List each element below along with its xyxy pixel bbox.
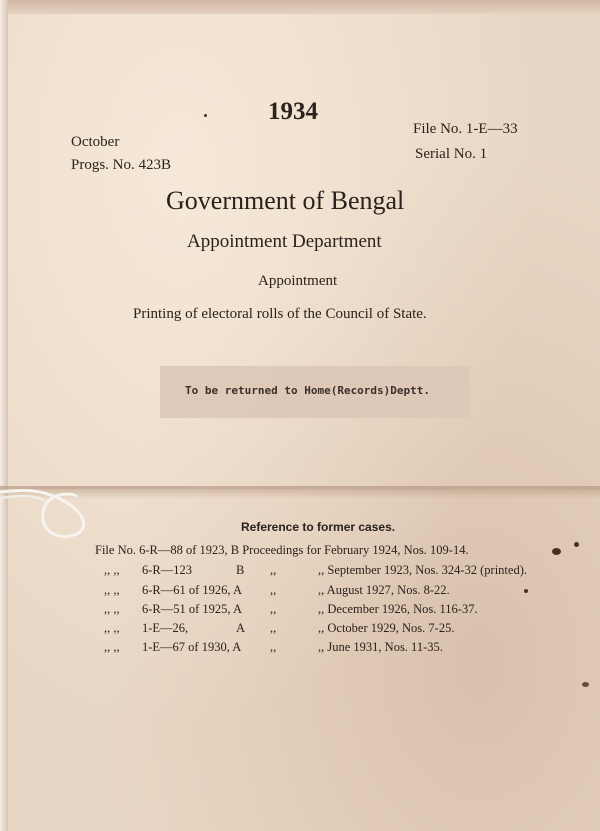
ditto-mark: ,, (270, 602, 277, 616)
file-reference: 6-R—51 of 1925, A (142, 602, 242, 616)
references-heading: Reference to former cases. (241, 520, 396, 534)
series-letter: A (236, 621, 246, 635)
series-letter: B (236, 563, 245, 577)
binding-string-icon (0, 470, 100, 550)
department-title: Appointment Department (187, 231, 382, 252)
file-reference: 1-E—26, (142, 621, 189, 635)
proceedings-reference: ,, June 1931, Nos. 11-35. (318, 640, 443, 654)
ditto-mark: ,, (270, 621, 277, 635)
progs-number: Progs. No. 423B (71, 157, 172, 173)
ditto-prefix: ,, ,, (104, 583, 120, 597)
year: 1934 (268, 98, 318, 125)
ditto-mark: ,, (270, 640, 277, 654)
reference-row (0, 563, 600, 581)
ink-blot-icon (524, 589, 528, 593)
ditto-prefix: ,, ,, (104, 621, 120, 635)
file-reference: 1-E—67 of 1930, A (142, 640, 242, 654)
reference-row (0, 583, 600, 601)
ink-blot-icon (574, 542, 579, 547)
government-title: Government of Bengal (166, 186, 405, 215)
subject-line: Printing of electoral rolls of the Council of State. (133, 306, 427, 322)
ditto-prefix: ,, ,, (104, 563, 120, 577)
month-label: October (71, 134, 120, 150)
file-reference: 6-R—123 (142, 563, 192, 577)
ditto-prefix: ,, ,, (104, 640, 120, 654)
reference-row (0, 640, 600, 658)
ditto-mark: ,, (270, 583, 277, 597)
reference-first-line: File No. 6-R—88 of 1923, B Proceedings for February 1924, Nos. 109-14. (95, 543, 469, 557)
reference-row (0, 621, 600, 639)
return-stamp-text: To be returned to Home(Records)Deptt. (185, 384, 431, 397)
serial-number: Serial No. 1 (415, 146, 488, 162)
file-reference: 6-R—61 of 1926, A (142, 583, 242, 597)
reference-row (0, 602, 600, 620)
ink-dot-icon (204, 114, 207, 117)
page-left-edge (0, 0, 8, 831)
ink-blot-icon (552, 548, 561, 555)
ink-blot-icon (582, 682, 589, 687)
proceedings-reference: ,, December 1926, Nos. 116-37. (318, 602, 478, 616)
branch-title: Appointment (258, 273, 338, 289)
proceedings-reference: ,, October 1929, Nos. 7-25. (318, 621, 455, 635)
ditto-prefix: ,, ,, (104, 602, 120, 616)
file-number: File No. 1-E—33 (413, 121, 518, 137)
page-top-edge (0, 0, 600, 14)
proceedings-reference: ,, August 1927, Nos. 8-22. (318, 583, 450, 597)
ditto-mark: ,, (270, 563, 277, 577)
proceedings-reference: ,, September 1923, Nos. 324-32 (printed). (318, 563, 527, 577)
